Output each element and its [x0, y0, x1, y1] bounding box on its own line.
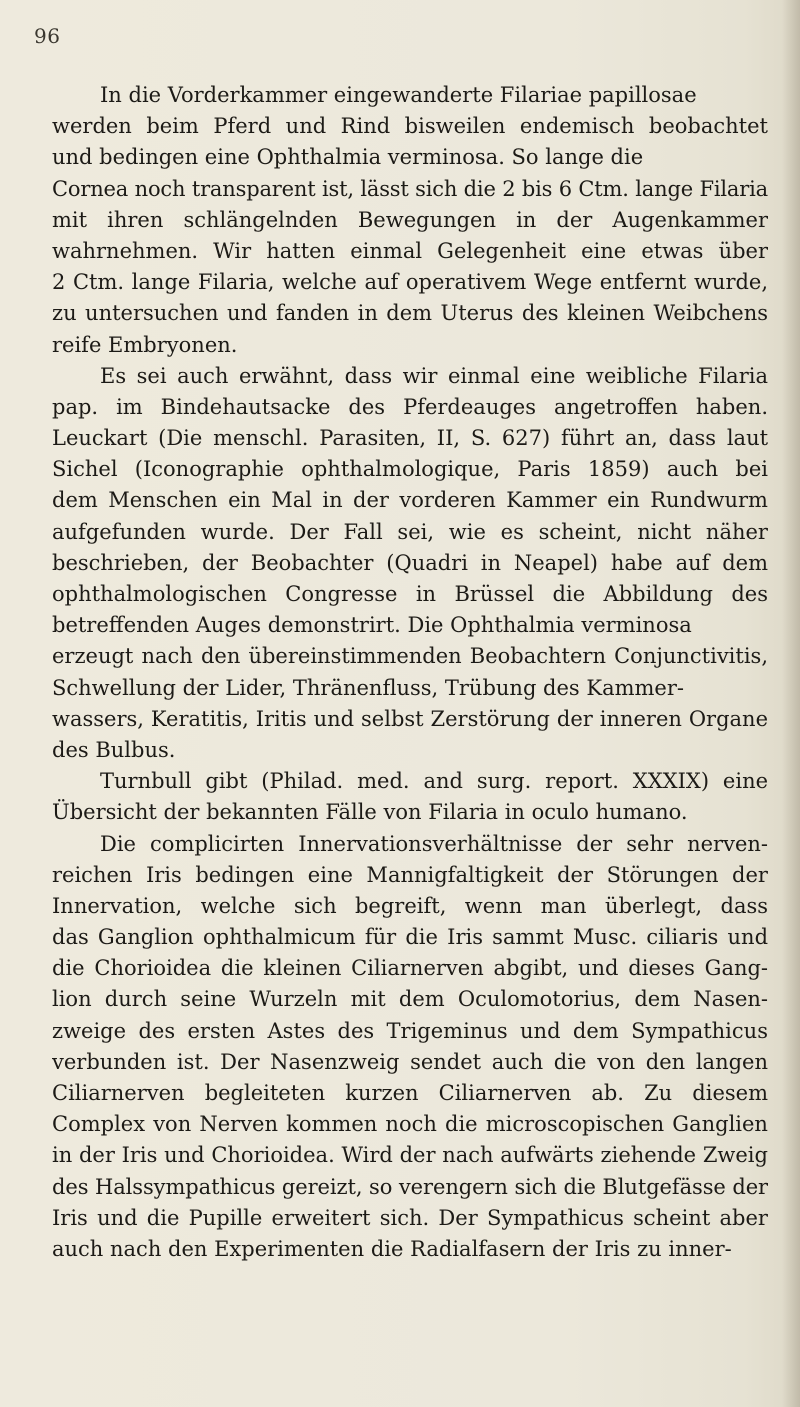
text-line: wahrnehmen. Wir hatten einmal Gelegenheit eine etwas über [52, 238, 768, 263]
text-line: Es sei auch erwähnt, dass wir einmal eine weibliche Filaria [100, 363, 768, 388]
text-line: beschrieben, der Beobachter (Quadri in Neapel) habe auf dem [52, 550, 768, 575]
text-line: zweige des ersten Astes des Trigeminus und dem Sympathicus [52, 1018, 768, 1043]
page-number: 96 [34, 24, 61, 48]
text-line: Ciliarnerven begleiteten kurzen Ciliarnerven ab. Zu diesem [52, 1081, 768, 1105]
text-line: reichen Iris bedingen eine Mannigfaltigkeit der Störungen der [52, 862, 768, 887]
text-line: Leuckart (Die menschl. Parasiten, II, S. 627) führt an, dass laut [52, 426, 768, 451]
text-line: 2 Ctm. lange Filaria, welche auf operativem Wege entfernt wurde, [52, 270, 768, 295]
text-line: Innervation, welche sich begreift, wenn man überlegt, dass [52, 893, 768, 918]
text-line: Turnbull gibt (Philad. med. and surg. report. XXXIX) eine [100, 769, 768, 794]
text-line: werden beim Pferd und Rind bisweilen endemisch beobachtet [52, 114, 768, 139]
text-line: aufgefunden wurde. Der Fall sei, wie es scheint, nicht näher [52, 519, 768, 544]
text-line: pap. im Bindehautsacke des Pferdeauges angetroffen haben. [52, 394, 768, 419]
text-line: Iris und die Pupille erweitert sich. Der Sympathicus scheint aber [52, 1205, 768, 1230]
text-line: betreffenden Auges demonstrirt. Die Ophthalmia verminosa [52, 613, 692, 638]
text-line: ophthalmologischen Congresse in Brüssel die Abbildung des [52, 582, 768, 606]
text-line: erzeugt nach den übereinstimmenden Beobachtern Conjunctivitis, [52, 644, 768, 669]
text-line: Die complicirten Innervationsverhältnisse der sehr nerven- [100, 831, 768, 856]
text-line: wassers, Keratitis, Iritis und selbst Zerstörung der inneren Organe [52, 706, 768, 731]
page-edge-shadow [782, 0, 800, 1407]
text-line: des Halssympathicus gereizt, so verengern sich die Blutgefässe der [52, 1174, 768, 1199]
text-line: und bedingen eine Ophthalmia verminosa. So lange die [52, 145, 644, 170]
text-line: das Ganglion ophthalmicum für die Iris sammt Musc. ciliaris und [52, 925, 768, 950]
text-line: Sichel (Iconographie ophthalmologique, Paris 1859) auch bei [52, 457, 768, 482]
text-line: Übersicht der bekannten Fälle von Filaria in oculo humano. [52, 800, 688, 825]
text-line: Cornea noch transparent ist, lässt sich die 2 bis 6 Ctm. lange Filaria [52, 176, 768, 201]
text-line: die Chorioidea die kleinen Ciliarnerven abgibt, und dieses Gang- [52, 956, 768, 981]
text-line: des Bulbus. [52, 737, 176, 762]
text-line: In die Vorderkammer eingewanderte Filariae papillosae [100, 83, 697, 107]
text-line: dem Menschen ein Mal in der vorderen Kammer ein Rundwurm [52, 488, 768, 513]
text-line: auch nach den Experimenten die Radialfasern der Iris zu inner- [52, 1236, 732, 1261]
text-line: mit ihren schlängelnden Bewegungen in der Augenkammer [52, 207, 768, 232]
text-line: reife Embryonen. [52, 332, 238, 357]
text-line: Schwellung der Lider, Thränenfluss, Trübung des Kammer- [52, 675, 684, 700]
text-line: zu untersuchen und fanden in dem Uterus des kleinen Weibchens [52, 301, 768, 326]
text-line: verbunden ist. Der Nasenzweig sendet auch die von den langen [52, 1049, 768, 1074]
text-line: in der Iris und Chorioidea. Wird der nach aufwärts ziehende Zweig [52, 1143, 768, 1168]
text-line: lion durch seine Wurzeln mit dem Oculomotorius, dem Nasen- [52, 987, 768, 1012]
body-text [52, 80, 768, 1265]
text-line: Complex von Nerven kommen noch die microscopischen Ganglien [52, 1112, 768, 1137]
